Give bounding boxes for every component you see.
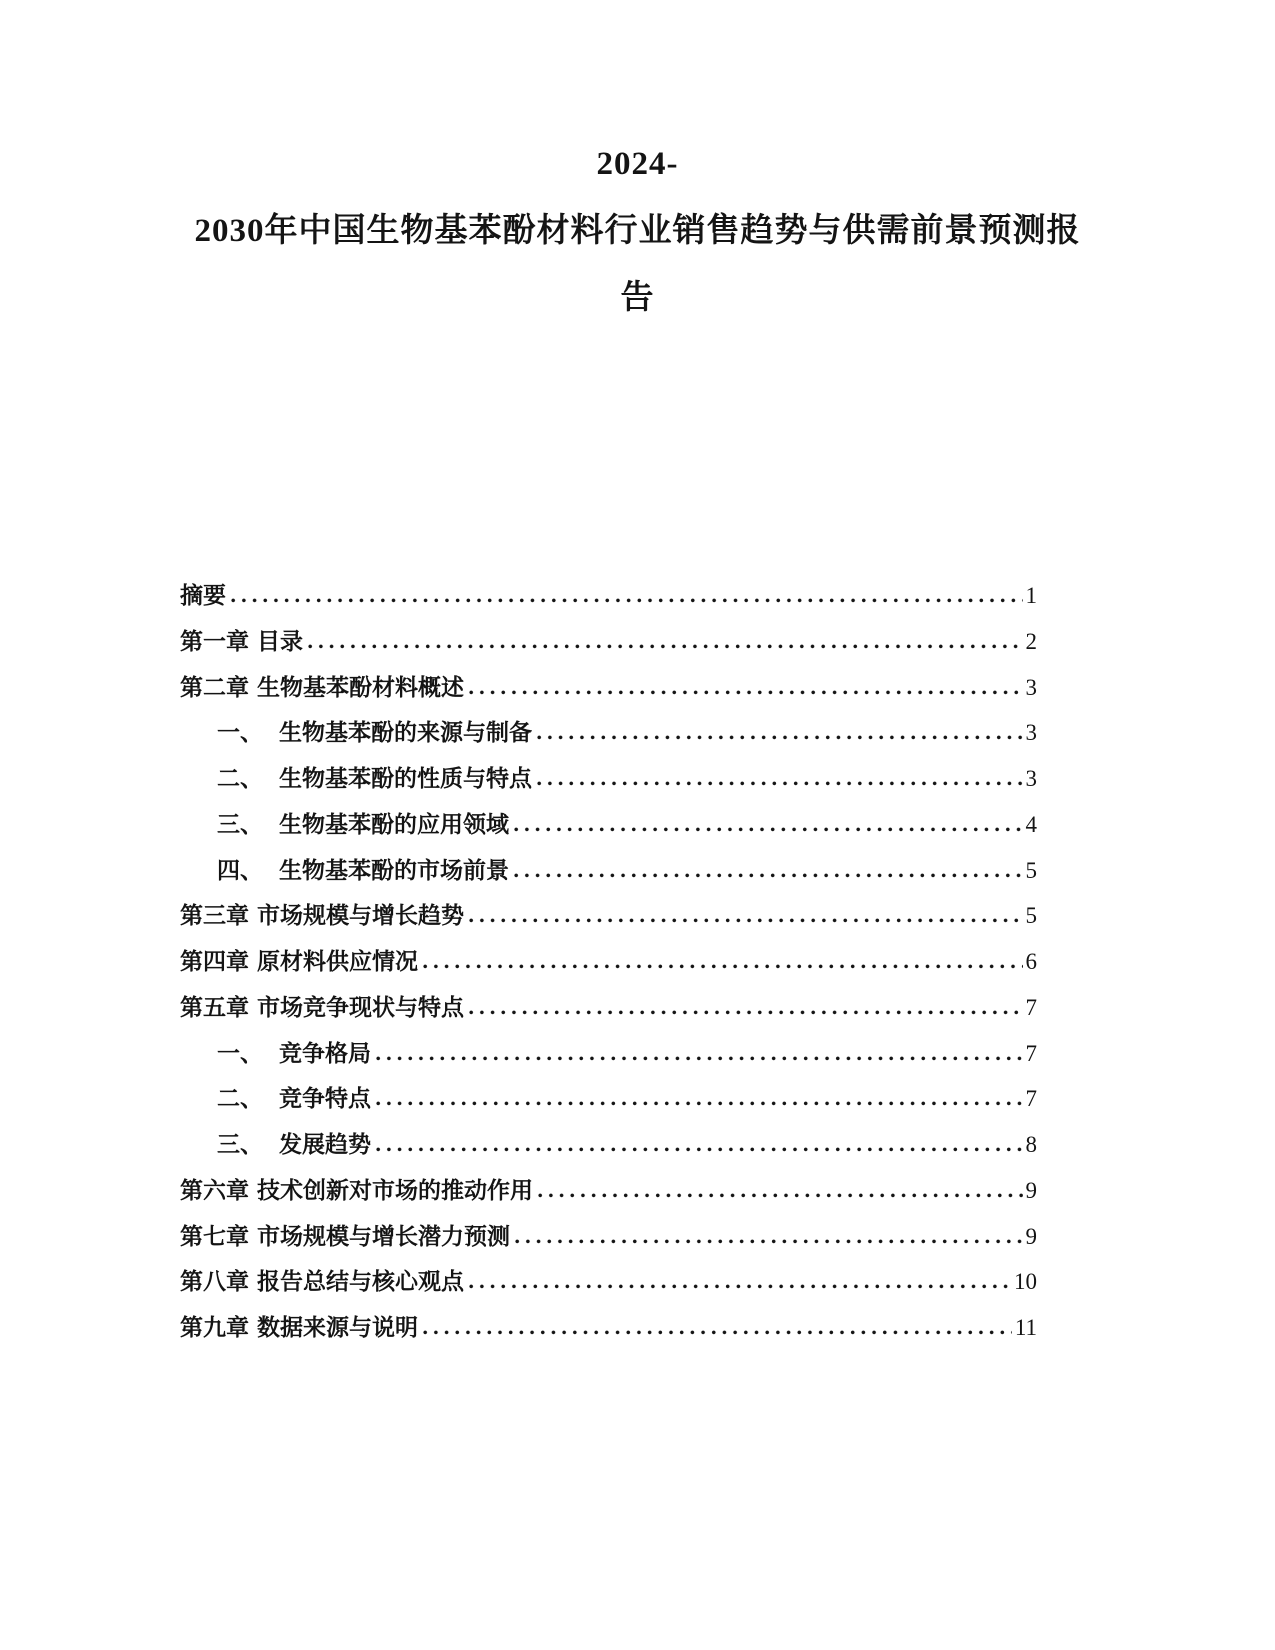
report-title-line-1: 2024-	[596, 146, 679, 182]
toc-entry-page-number: 1	[1025, 583, 1037, 608]
toc-entry-page-number: 3	[1025, 720, 1037, 746]
toc-entry[interactable]	[180, 1168, 1037, 1214]
toc-dot-leader	[308, 644, 1023, 649]
toc-dot-leader	[376, 1056, 1023, 1061]
toc-entry-prefix: 二、	[217, 766, 263, 791]
toc-entry-page-number: 7	[1025, 1040, 1037, 1066]
toc-entry[interactable]	[180, 848, 1037, 894]
toc-entry-label: 生物基苯酚材料概述	[257, 674, 464, 700]
toc-entry-page-number: 5	[1025, 857, 1037, 883]
toc-entry-prefix: 第二章	[180, 674, 249, 700]
toc-entry-page-number: 3	[1025, 674, 1037, 700]
report-title-line-3: 告	[620, 280, 655, 316]
toc-entry-page-number: 2	[1025, 628, 1037, 654]
toc-entry-label: 发展趋势	[279, 1132, 371, 1157]
toc-entry[interactable]	[180, 756, 1037, 802]
toc-entry-prefix: 第六章	[180, 1177, 249, 1203]
toc-entry-label: 竞争特点	[279, 1086, 371, 1112]
toc-entry-page-number: 10	[1014, 1269, 1037, 1295]
toc-dot-leader	[469, 1284, 1011, 1289]
toc-entry-prefix: 第一章	[180, 628, 249, 654]
toc-entry[interactable]	[180, 1031, 1037, 1077]
toc-entry-prefix: 三、	[217, 811, 263, 837]
report-title	[0, 0, 1275, 332]
toc-entry-prefix: 第九章	[180, 1315, 249, 1340]
toc-entry-label: 数据来源与说明	[257, 1315, 418, 1340]
toc-entry-page-number: 8	[1025, 1132, 1037, 1157]
toc-entry-prefix: 第八章	[180, 1269, 249, 1295]
toc-entry[interactable]	[180, 1076, 1037, 1122]
toc-entry[interactable]	[180, 619, 1037, 665]
toc-dot-leader	[537, 735, 1023, 740]
toc-entry-page-number: 9	[1025, 1177, 1037, 1203]
toc-dot-leader	[514, 827, 1023, 832]
toc-entry-page-number: 7	[1025, 1086, 1037, 1112]
toc-entry-page-number: 6	[1025, 949, 1037, 974]
toc-entry[interactable]	[180, 573, 1037, 619]
toc-entry[interactable]	[180, 1122, 1037, 1168]
toc-entry-page-number: 3	[1025, 766, 1037, 791]
toc-entry-page-number: 9	[1025, 1223, 1037, 1249]
toc-entry-page-number: 5	[1025, 903, 1037, 929]
toc-entry[interactable]	[180, 1305, 1037, 1351]
report-title-line-2: 2030年中国生物基苯酚材料行业销售趋势与供需前景预测报	[194, 213, 1081, 249]
toc-entry-page-number: 7	[1025, 994, 1037, 1020]
toc-dot-leader	[538, 1193, 1023, 1198]
toc-entry-label: 市场规模与增长潜力预测	[257, 1223, 510, 1249]
toc-entry-label: 生物基苯酚的应用领域	[279, 811, 509, 837]
toc-entry-label: 市场规模与增长趋势	[257, 903, 464, 929]
toc-dot-leader	[515, 1239, 1023, 1244]
toc-entry[interactable]	[180, 802, 1037, 848]
toc-entry-label: 技术创新对市场的推动作用	[257, 1177, 533, 1203]
toc-entry-prefix: 二、	[217, 1086, 263, 1112]
toc-dot-leader	[423, 1330, 1012, 1335]
toc-entry-prefix: 一、	[217, 720, 263, 746]
toc-entry[interactable]	[180, 893, 1037, 939]
toc-entry-prefix: 三、	[217, 1132, 263, 1157]
toc-entry-label: 报告总结与核心观点	[257, 1269, 464, 1295]
toc-dot-leader	[469, 1010, 1023, 1015]
toc-dot-leader	[537, 781, 1023, 786]
toc-entry[interactable]	[180, 665, 1037, 711]
table-of-contents	[180, 573, 1037, 1351]
toc-entry[interactable]	[180, 1259, 1037, 1305]
toc-dot-leader	[376, 1147, 1023, 1152]
toc-entry-page-number: 11	[1014, 1315, 1037, 1340]
toc-entry[interactable]	[180, 1214, 1037, 1260]
toc-entry[interactable]	[180, 939, 1037, 985]
toc-entry-prefix: 一、	[217, 1040, 263, 1066]
toc-dot-leader	[469, 690, 1023, 695]
toc-entry[interactable]	[180, 710, 1037, 756]
toc-entry-prefix: 第五章	[180, 994, 249, 1020]
toc-entry-label: 原材料供应情况	[257, 949, 418, 974]
toc-entry[interactable]	[180, 985, 1037, 1031]
toc-dot-leader	[231, 598, 1023, 603]
toc-entry-label: 竞争格局	[279, 1040, 371, 1066]
toc-entry-label: 摘要	[180, 583, 226, 608]
toc-entry-label: 生物基苯酚的性质与特点	[279, 766, 532, 791]
toc-dot-leader	[423, 964, 1023, 969]
toc-dot-leader	[514, 873, 1023, 878]
toc-entry-page-number: 4	[1025, 811, 1037, 837]
toc-entry-prefix: 第三章	[180, 903, 249, 929]
toc-entry-prefix: 第七章	[180, 1223, 249, 1249]
toc-entry-prefix: 第四章	[180, 949, 249, 974]
toc-entry-prefix: 四、	[217, 857, 263, 883]
toc-dot-leader	[469, 918, 1023, 923]
toc-entry-label: 生物基苯酚的市场前景	[279, 857, 509, 883]
toc-entry-label: 生物基苯酚的来源与制备	[279, 720, 532, 746]
toc-entry-label: 市场竞争现状与特点	[257, 994, 464, 1020]
toc-entry-label: 目录	[257, 628, 303, 654]
toc-dot-leader	[376, 1101, 1023, 1106]
